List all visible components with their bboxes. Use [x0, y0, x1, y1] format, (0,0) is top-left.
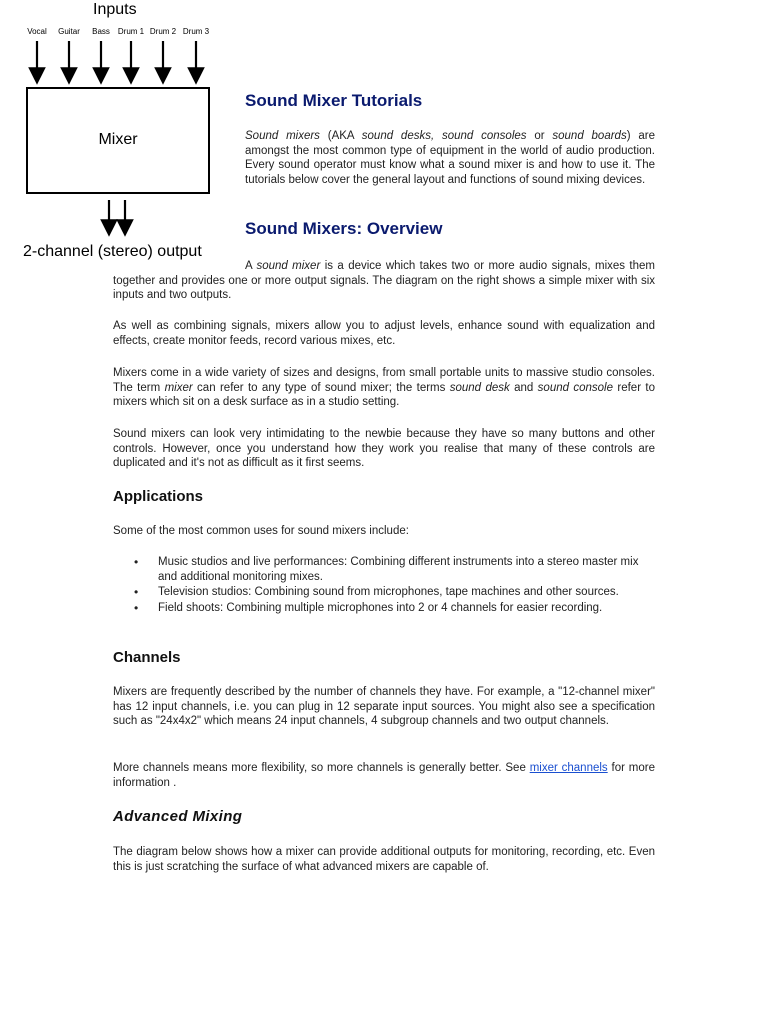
paragraph-term: sound desk [449, 381, 510, 394]
input-label-drum2: Drum 2 [149, 27, 177, 36]
intro-term: sound desks, sound consoles [361, 130, 527, 142]
paragraph-text: for more information . [113, 762, 656, 789]
intro-term: Sound mixers [245, 130, 320, 142]
list-item: • Music studios and live performances: Combining different instruments into a stereo master mix and additional monitoring mixes. [134, 555, 654, 584]
advanced-mixing-heading: Advanced Mixing [113, 808, 243, 825]
intro-paragraph [245, 129, 655, 187]
input-label-guitar: Guitar [58, 27, 80, 36]
advanced-paragraph: The diagram below shows how a mixer can provide additional outputs for monitoring, recording, etc. Even this is just scratching the surface of what advanced mixers are capable of. [113, 846, 655, 873]
input-label-vocal: Vocal [27, 27, 47, 36]
output-arrows [109, 200, 125, 228]
paragraph-term: sound mixer [256, 260, 321, 272]
mixer-channels-link[interactable]: mixer channels [529, 762, 608, 774]
overview-paragraph-4: Sound mixers can look very intimidating to the newbie because they have so many buttons and other controls. However, once you understand how they work you realise that many of these controls are duplicated and it's not as difficult as it first seems. [113, 428, 655, 470]
paragraph-text: refer to mixers which sit on a desk surface as in a studio setting. [113, 381, 655, 409]
intro-term: sound boards [552, 130, 627, 142]
channels-paragraph-2 [113, 761, 655, 790]
list-item: • Television studios: Combining sound from microphones, tape machines and other sources. [134, 585, 654, 600]
overview-paragraph-1 [113, 259, 655, 303]
input-label-drum1: Drum 1 [117, 27, 145, 36]
applications-intro: Some of the most common uses for sound mixers include: [113, 525, 409, 537]
input-label-drum3: Drum 3 [182, 27, 210, 36]
inputs-title: Inputs [93, 1, 137, 18]
channels-heading: Channels [113, 649, 181, 666]
paragraph-text: and [509, 381, 538, 394]
paragraph-term: sound console [537, 381, 614, 394]
channels-paragraph-1: Mixers are frequently described by the number of channels they have. For example, a "12-channel mixer" has 12 input channels, i.e. you can plug in 12 separate input sources. You might also see a specification such as "24x4x2" which means 24 input channels, 4 subgroup channels and two output channels. [113, 686, 655, 728]
intro-text: ) are amongst the most common type of equipment in the world of audio production. Every sound operator must know what a sound mixer is and how to use it. The tutorials below cover the general layout and functions of sound mixing devices. [245, 130, 655, 186]
mixer-diagram [0, 0, 230, 270]
output-label: 2-channel (stereo) output [23, 243, 202, 260]
overview-paragraph-3 [113, 366, 655, 410]
overview-paragraph-2: As well as combining signals, mixers allow you to adjust levels, enhance sound with equalization and effects, create monitor feeds, record various mixes, etc. [113, 320, 655, 347]
page-title: Sound Mixer Tutorials [245, 91, 423, 110]
list-item: • Field shoots: Combining multiple microphones into 2 or 4 channels for easier recording. [134, 601, 654, 616]
input-label-bass: Bass [92, 27, 110, 36]
mixer-label: Mixer [98, 131, 138, 148]
intro-text: (AKA [319, 130, 362, 142]
applications-heading: Applications [113, 488, 204, 505]
paragraph-text: More channels means more flexibility, so more channels is generally better. See [113, 762, 530, 774]
overview-heading: Sound Mixers: Overview [245, 219, 443, 238]
paragraph-text: Mixers come in a wide variety of sizes and designs, from small portable units to massive studio consoles. The term [113, 367, 655, 394]
paragraph-text: A [245, 260, 257, 272]
paragraph-term: mixer [164, 381, 193, 394]
intro-text: or [526, 130, 553, 142]
paragraph-text: can refer to any type of sound mixer; the terms [192, 381, 450, 394]
mixer-box [26, 87, 210, 194]
input-arrows [37, 41, 196, 76]
paragraph-text: is a device which takes two or more audio signals, mixes them together and provides one or more output signals. The diagram on the right shows a simple mixer with six inputs and two outputs. [113, 260, 655, 302]
applications-list [134, 555, 654, 616]
